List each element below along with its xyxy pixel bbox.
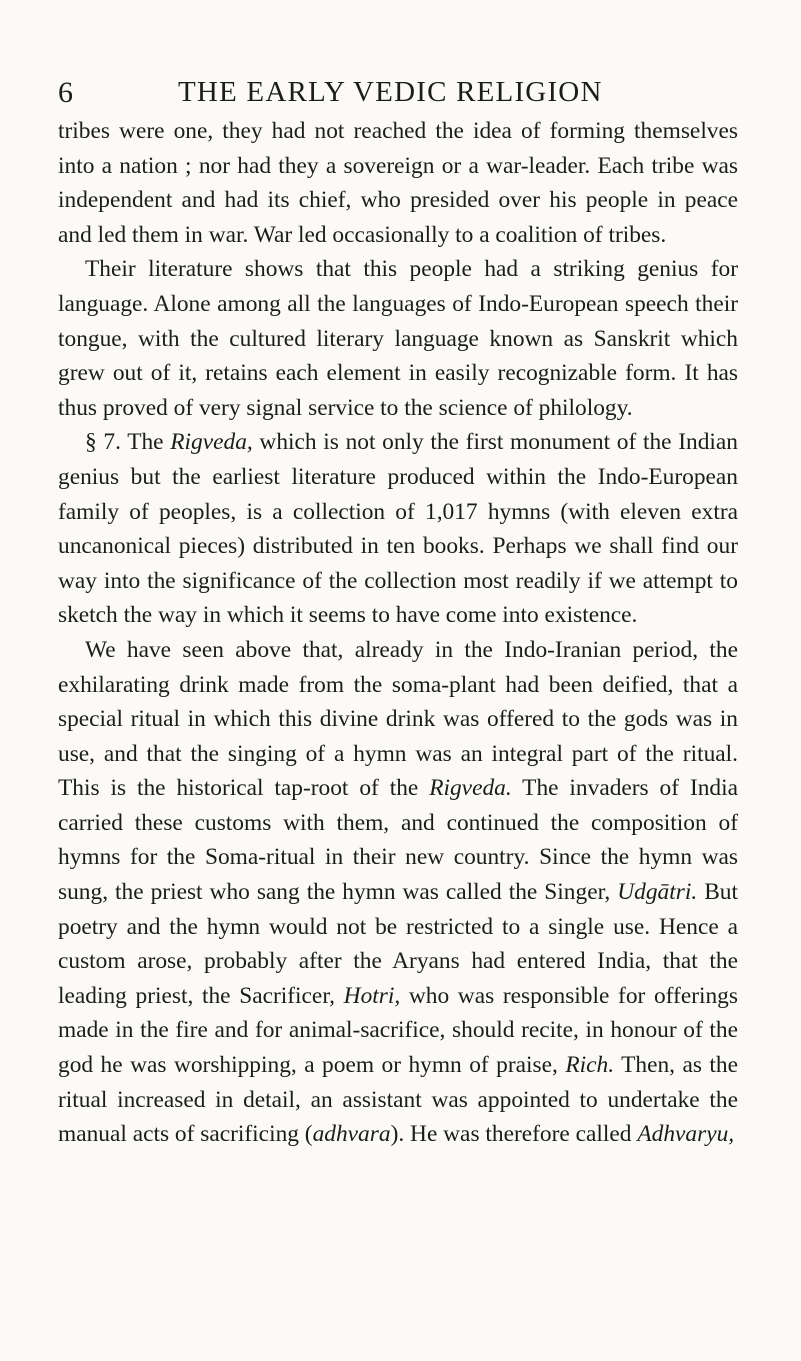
italic-term: adhvara [312, 1121, 391, 1148]
page-number: 6 [58, 76, 74, 109]
italic-term: Adhvaryu, [637, 1121, 735, 1148]
text-segment: which is not only the first monument of the Indian genius but the earliest literature produced within the Indo-European family of peoples, is a collection of 1,017 hymns (with eleven extra uncanonical pieces) distributed in ten books. Perhaps we shall find our way into the significance of the collection most readily if we attempt to sketch the way in which it seems to have come into existence. [58, 429, 738, 629]
running-head: THE EARLY VEDIC RELIGION [178, 76, 603, 108]
italic-term: Udgātri. [617, 879, 698, 906]
text-segment: But poetry and the hymn would not be restricted to a single use. Hence a custom arose, probably after the Aryans had entered India, that the leading priest, the Sacrificer, [58, 879, 738, 1009]
text-segment: § 7. The [85, 429, 171, 456]
text-segment: ). He was therefore called [390, 1121, 638, 1148]
text-segment: The invaders of India carried these customs with them, and continued the composition of hymns for the Soma-ritual in their new country. Since the hymn was sung, the priest who sang the hymn was called the Singer, [58, 775, 739, 906]
paragraph [58, 633, 738, 1152]
italic-term: Hotri, [343, 982, 401, 1009]
text-segment: tribes were one, they had not reached the idea of forming themselves into a nation ; nor had they a sovereign or a war-leader. Each tribe was independent and had its chief, who presided over his people in peace and led them in war. War led occasionally to a coalition of tribes. [58, 118, 738, 248]
text-segment: who was responsible for offerings made in the fire and for animal-sacrifice, should recite, in honour of the god he was worshipping, a poem or hymn of praise, [58, 982, 738, 1079]
paragraph [58, 425, 738, 633]
page-header [58, 76, 738, 116]
text-segment: Their literature shows that this people had a striking genius for language. Alone among all the languages of Indo-European speech their tongue, with the cultured literary language known as Sanskrit which grew out of it, retains each element in easily recognizable form. It has thus proved of very signal service to the science of philology. [58, 256, 738, 421]
paragraph [58, 114, 738, 252]
italic-term: Rigveda. [429, 775, 512, 802]
text-body [58, 114, 738, 1152]
text-segment: Then, as the ritual increased in detail, an assistant was appointed to undertake the manual acts of sacrificing ( [58, 1052, 738, 1148]
italic-term: Rich. [565, 1052, 615, 1079]
paragraph [58, 252, 738, 425]
italic-term: Rigveda, [170, 429, 253, 456]
text-segment: We have seen above that, already in the Indo-Iranian period, the exhilarating drink made from the soma-plant had been deified, that a special ritual in which this divine drink was offered to the gods was in use, and that the singing of a hymn was an integral part of the ritual. This is the historical tap-root of the [58, 636, 738, 802]
